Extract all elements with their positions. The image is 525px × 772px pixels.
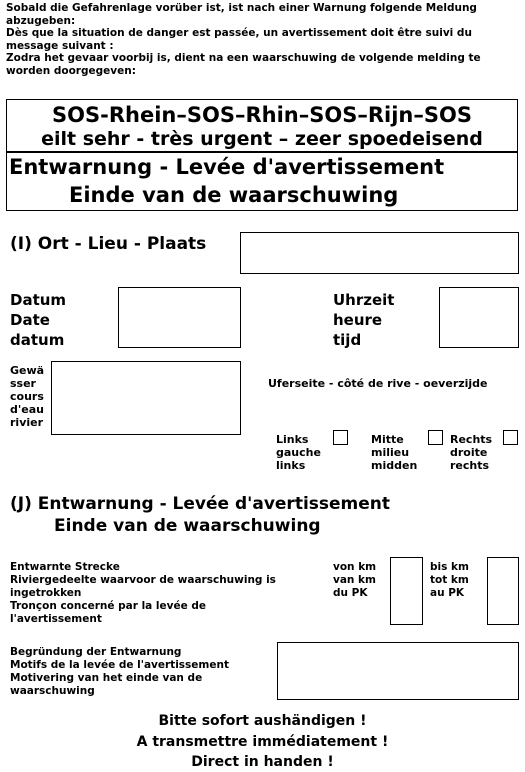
mitte-label-de: Mitte <box>371 433 404 446</box>
strecke-label-de: Entwarnte Strecke <box>10 561 120 573</box>
intro-nl-line2: worden doorgegeven: <box>6 64 136 77</box>
footer-nl: Direct in handen ! <box>191 754 334 770</box>
urgent-subtitle: eilt sehr - très urgent – zeer spoedeisend <box>41 128 483 150</box>
begruendung-field[interactable] <box>277 642 519 700</box>
footer-de: Bitte sofort aushändigen ! <box>158 713 367 729</box>
entwarnung-title-line2: Einde van de waarschuwing <box>69 183 399 207</box>
gewaesser-label-4: d'eau <box>10 403 44 416</box>
bis-km-label-de: bis km <box>430 561 469 573</box>
von-km-label-fr: du PK <box>333 587 368 599</box>
uhrzeit-label-fr: heure <box>333 311 383 329</box>
ort-field[interactable] <box>240 232 519 274</box>
links-label-nl: links <box>276 459 306 472</box>
sos-header-box <box>6 99 518 153</box>
rechts-checkbox[interactable] <box>503 430 518 445</box>
bis-km-field[interactable] <box>487 557 519 625</box>
mitte-label-nl: midden <box>371 459 418 472</box>
von-km-label <box>333 561 376 600</box>
intro-fr-line2: message suivant : <box>6 39 114 52</box>
intro-nl-line1: Zodra het gevaar voorbij is, dient na een waarschuwing de volgende melding te <box>6 52 481 64</box>
entwarnung-header-box <box>6 151 518 211</box>
entwarnung-title-line1: Entwarnung - Levée d'avertissement <box>9 155 445 179</box>
strecke-label-nl-1: Riviergedeelte waarvoor de waarschuwing is <box>10 574 276 586</box>
gewaesser-label-1: Gewä <box>10 364 45 377</box>
datum-label-fr: Date <box>10 311 50 329</box>
intro-text <box>6 2 521 77</box>
links-checkbox[interactable] <box>333 430 348 445</box>
gewaesser-label-5: rivier <box>10 416 44 429</box>
strecke-label-fr-2: l'avertissement <box>10 613 102 625</box>
von-km-field[interactable] <box>390 557 423 625</box>
links-label-fr: gauche <box>276 446 321 459</box>
rechts-label-nl: rechts <box>450 459 490 472</box>
rechts-label-de: Rechts <box>450 433 493 446</box>
section-i-label: (I) Ort - Lieu - Plaats <box>10 234 207 254</box>
intro-fr-line1: Dès que la situation de danger est passée, un avertissement doit être suivi du <box>6 27 472 39</box>
strecke-label-fr-1: Tronçon concerné par la levée de <box>10 600 207 612</box>
begruendung-label-nl-2: waarschuwing <box>10 685 95 697</box>
von-km-label-nl: van km <box>333 574 376 586</box>
gewaesser-label <box>10 364 44 429</box>
rechts-label <box>450 433 492 472</box>
begruendung-label <box>10 646 229 698</box>
datum-field[interactable] <box>118 287 241 348</box>
mitte-checkbox[interactable] <box>428 430 443 445</box>
strecke-label-nl-2: ingetrokken <box>10 587 82 599</box>
bis-km-label-fr: au PK <box>430 587 465 599</box>
bis-km-label-nl: tot km <box>430 574 469 586</box>
intro-de-line2: abzugeben: <box>6 14 76 27</box>
mitte-label-fr: milieu <box>371 446 410 459</box>
gewaesser-label-3: cours <box>10 390 44 403</box>
datum-label-de: Datum <box>10 291 67 309</box>
strecke-label <box>10 561 276 626</box>
mitte-label <box>371 433 417 472</box>
uhrzeit-label <box>333 290 394 350</box>
begruendung-label-de: Begründung der Entwarnung <box>10 646 182 658</box>
bis-km-label <box>430 561 469 600</box>
section-j-title-line1: (J) Entwarnung - Levée d'avertissement <box>10 494 391 514</box>
uferseite-label: Uferseite - côté de rive - oeverzijde <box>268 377 488 390</box>
uhrzeit-label-de: Uhrzeit <box>333 291 395 309</box>
rechts-label-fr: droite <box>450 446 488 459</box>
datum-label-nl: datum <box>10 331 65 349</box>
links-label <box>276 433 321 472</box>
begruendung-label-fr: Motifs de la levée de l'avertissement <box>10 659 229 671</box>
uhrzeit-field[interactable] <box>439 287 519 348</box>
begruendung-label-nl-1: Motivering van het einde van de <box>10 672 203 684</box>
section-j-title-line2: Einde van de waarschuwing <box>54 516 321 536</box>
gewaesser-field[interactable] <box>51 361 241 435</box>
links-label-de: Links <box>276 433 309 446</box>
uhrzeit-label-nl: tijd <box>333 331 362 349</box>
gewaesser-label-2: sser <box>10 377 36 390</box>
datum-label <box>10 290 66 350</box>
intro-de-line1: Sobald die Gefahrenlage vorüber ist, ist nach einer Warnung folgende Meldung <box>6 2 477 14</box>
von-km-label-de: von km <box>333 561 377 573</box>
footer-fr: A transmettre immédiatement ! <box>136 734 389 750</box>
sos-title: SOS-Rhein–SOS–Rhin–SOS–Rijn–SOS <box>52 103 472 127</box>
